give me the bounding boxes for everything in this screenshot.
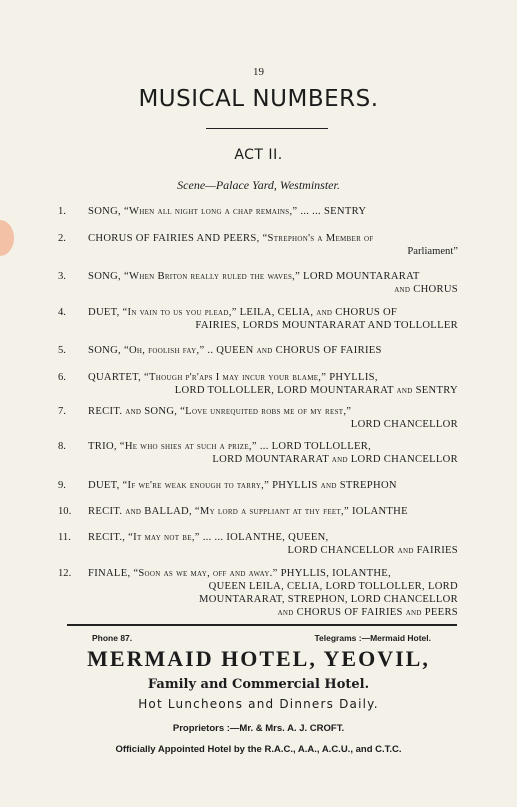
phone-number: Phone 87. xyxy=(92,633,133,643)
hotel-subtitle: Family and Commercial Hotel. xyxy=(147,677,370,692)
list-item: 1. SONG, “When all night long a chap remains,” ... ... SENTRY xyxy=(58,206,367,217)
advertisement-rule xyxy=(67,624,457,626)
page-number: 19 xyxy=(253,66,264,78)
title-rule xyxy=(206,128,328,129)
proprietors-line: Proprietors :—Mr. & Mrs. A. J. CROFT. xyxy=(172,723,345,734)
hotel-name: MERMAID HOTEL, YEOVIL, xyxy=(87,646,430,671)
act-heading: ACT II. xyxy=(234,147,283,163)
list-item: 2. CHORUS OF FAIRIES AND PEERS, “Strephon's a Member of Parliament” xyxy=(58,233,458,257)
telegram-address: Telegrams :—Mermaid Hotel. xyxy=(314,633,431,643)
list-item: 12. FINALE, “Soon as we may, off and away.” PHYLLIS, IOLANTHE, QUEEN LEILA, CELIA, LORD TOLLOLLER, LORD MOUNTARARAT, STREPHON, LORD CHANCELLOR and CHORUS OF FAIRIES and PEERS xyxy=(58,568,458,618)
list-item: 9. DUET, “If we're weak enough to tarry,” PHYLLIS and STREPHON xyxy=(58,480,397,491)
meals-line: Hot Luncheons and Dinners Daily. xyxy=(138,697,379,711)
list-item: 3. SONG, “When Briton really ruled the waves,” LORD MOUNTARARAT and CHORUS xyxy=(58,271,458,295)
list-item: 11. RECIT., “It may not be,” ... ... IOLANTHE, QUEEN, LORD CHANCELLOR and FAIRIES xyxy=(58,532,458,556)
list-item: 4. DUET, “In vain to us you plead,” LEILA, CELIA, and CHORUS OF FAIRIES, LORDS MOUNTARARAT AND TOLLOLLER xyxy=(58,307,458,331)
scene-heading: Scene—Palace Yard, Westminster. xyxy=(177,178,340,192)
list-item: 8. TRIO, “He who shies at such a prize,” ... LORD TOLLOLLER, LORD MOUNTARARAT and LORD CHANCELLOR xyxy=(58,441,458,465)
appointment-line: Officially Appointed Hotel by the R.A.C., A.A., A.C.U., and C.T.C. xyxy=(115,744,402,755)
list-item: 10. RECIT. and BALLAD, “My lord a suppliant at thy feet,” IOLANTHE xyxy=(58,506,408,517)
list-item: 5. SONG, “Oh, foolish fay,” .. QUEEN and CHORUS OF FAIRIES xyxy=(58,345,382,356)
page-title: MUSICAL NUMBERS. xyxy=(138,86,379,112)
musical-numbers-list xyxy=(0,205,517,617)
list-item: 6. QUARTET, “Though p'r'aps I may incur your blame,” PHYLLIS, LORD TOLLOLLER, LORD MOUNTARARAT and SENTRY xyxy=(58,372,458,396)
list-item: 7. RECIT. and SONG, “Love unrequited robs me of my rest,” LORD CHANCELLOR xyxy=(58,406,458,430)
